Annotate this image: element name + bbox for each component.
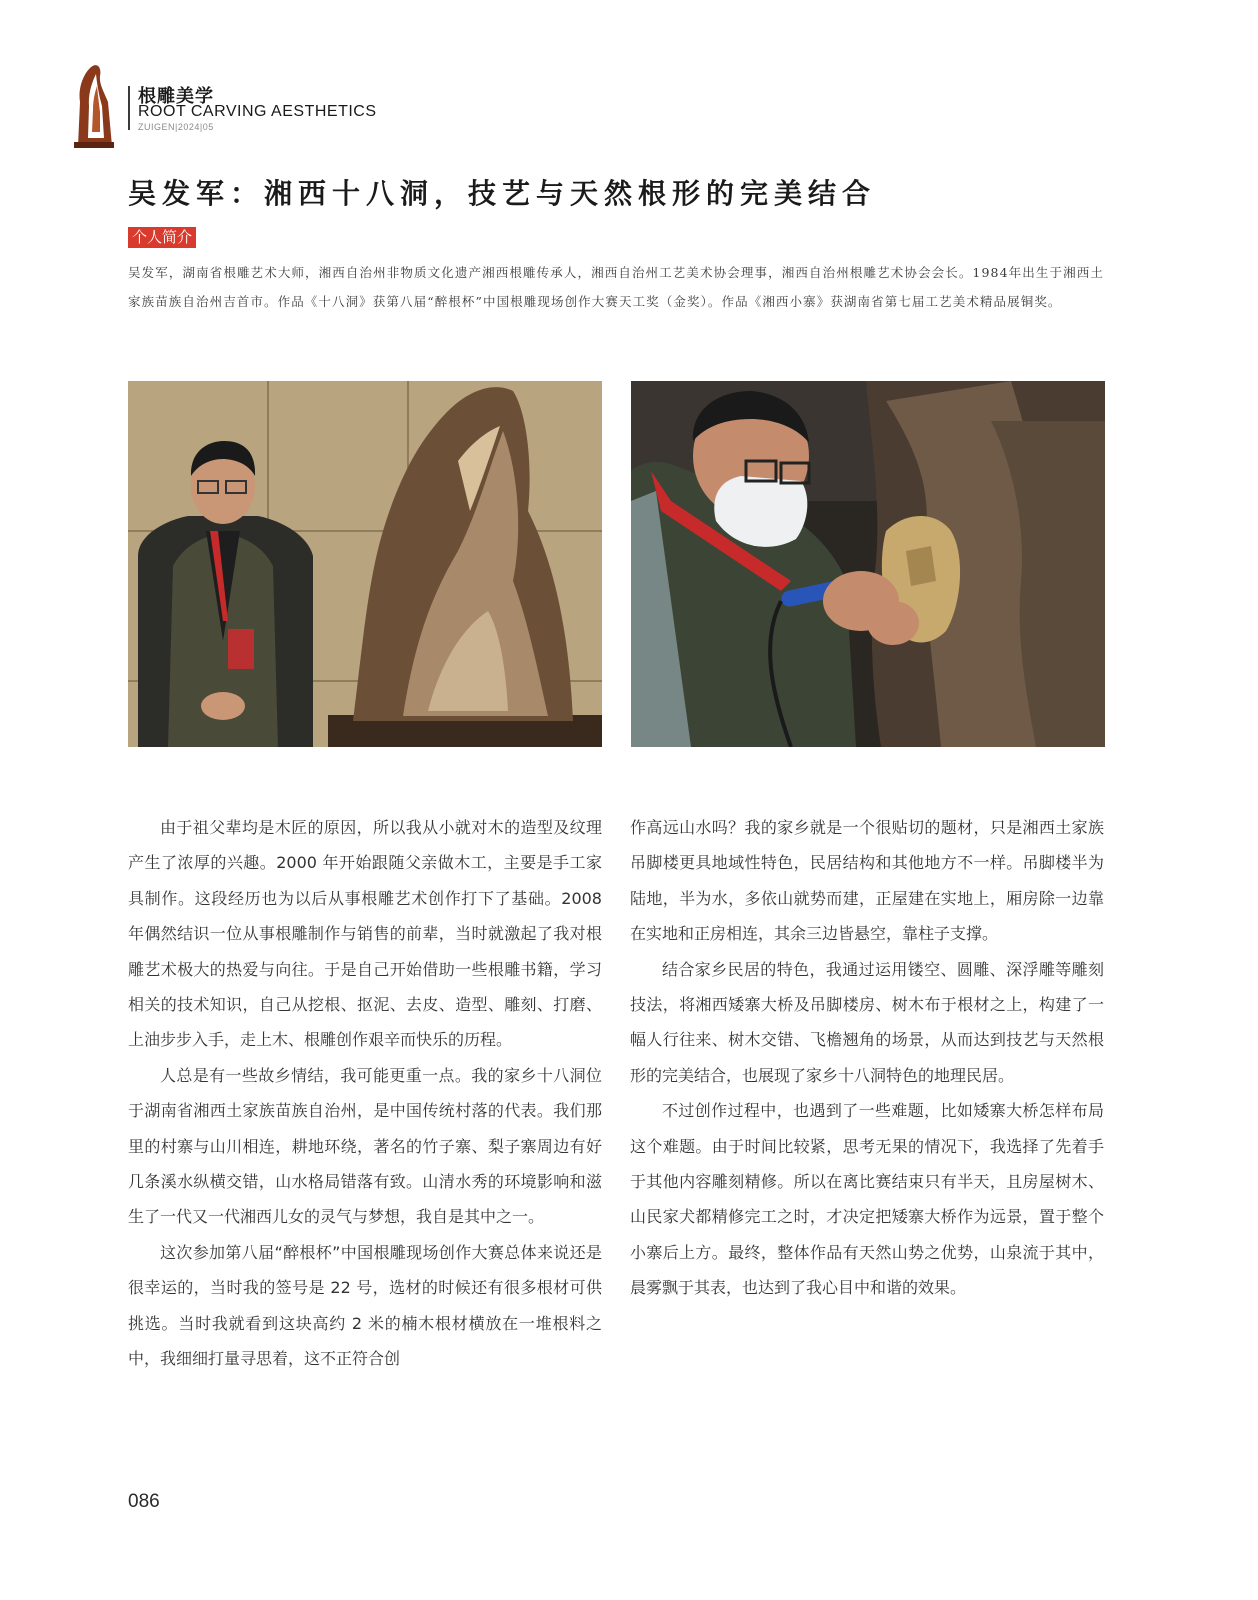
paragraph-2: 人总是有一些故乡情结，我可能更重一点。我的家乡十八洞位于湖南省湘西土家族苗族自治州，是中国传统村落的代表。我们那里的村寨与山川相连，耕地环绕，著名的竹子寨、梨子寨周边有好几条溪水纵横交错，山水格局错落有致。山清水秀的环境影响和滋生了一代又一代湘西儿女的灵气与梦想，我自是其中之一。: [128, 1065, 602, 1227]
bio-label-badge: 个人简介: [128, 227, 196, 248]
brand-name-cn: 根雕美学: [138, 86, 214, 107]
article-column-right: [630, 810, 1104, 1306]
brand-name-en: ROOT CARVING AESTHETICS: [138, 103, 377, 120]
paragraph-5: 不过创作过程中，也遇到了一些难题，比如矮寨大桥怎样布局这个难题。由于时间比较紧，思考无果的情况下，我选择了先着手于其他内容雕刻精修。所以在离比赛结束只有半天，且房屋树木、山民家犬都精修完工之时，才决定把矮寨大桥作为远景，置于整个小寨后上方。最终，整体作品有天然山势之优势，山泉流于其中，晨雾飘于其表，也达到了我心目中和谐的效果。: [630, 1101, 1104, 1298]
brand-divider: [128, 86, 130, 130]
paragraph-3-continued: 作高远山水吗？我的家乡就是一个很贴切的题材，只是湘西土家族吊脚楼更具地域性特色，民居结构和其他地方不一样。吊脚楼半为陆地，半为水，多依山就势而建，正屋建在实地上，厢房除一边靠在实地和正房相连，其余三边皆悬空，靠柱子支撑。: [630, 818, 1104, 944]
issue-code: ZUIGEN|2024|05: [138, 122, 214, 132]
paragraph-1: 由于祖父辈均是木匠的原因，所以我从小就对木的造型及纹理产生了浓厚的兴趣。2000 年开始跟随父亲做木工，主要是手工家具制作。这段经历也为以后从事根雕艺术创作打下了基础。2008 年偶然结识一位从事根雕制作与销售的前辈，当时就激起了我对根雕艺术极大的热爱与向往。于是自己开始借助一些根雕书籍，学习相关的技术知识，自己从挖根、抠泥、去皮、造型、雕刻、打磨、上油步步入手，走上木、根雕创作艰辛而快乐的历程。: [128, 818, 602, 1050]
root-carving-logo-icon: [70, 62, 118, 148]
bio-text: 吴发军，湖南省根雕艺术大师，湘西自治州非物质文化遗产湘西根雕传承人，湘西自治州工艺美术协会理事，湘西自治州根雕艺术协会会长。1984年出生于湘西土家族苗族自治州吉首市。作品《十八洞》获第八届“醉根杯”中国根雕现场创作大赛天工奖（金奖）。作品《湘西小寨》获湖南省第七届工艺美术精品展铜奖。: [128, 265, 1104, 309]
article-title: 吴发军：湘西十八洞，技艺与天然根形的完美结合: [128, 177, 877, 210]
paragraph-4: 结合家乡民居的特色，我通过运用镂空、圆雕、深浮雕等雕刻技法，将湘西矮寨大桥及吊脚楼房、树木布于根材之上，构建了一幅人行往来、树木交错、飞檐翘角的场景，从而达到技艺与天然根形的完美结合，也展现了家乡十八洞特色的地理民居。: [630, 959, 1104, 1085]
photo-artist-with-carving: [128, 381, 602, 747]
photo-artist-carving-closeup: [631, 381, 1105, 747]
paragraph-3: 这次参加第八届“醉根杯”中国根雕现场创作大赛总体来说还是很幸运的，当时我的签号是 22 号，选材的时候还有很多根材可供挑选。当时我就看到这块高约 2 米的楠木根材横放在一堆根料之中，我细细打量寻思着，这不正符合创: [128, 1242, 602, 1369]
article-column-left: [128, 810, 602, 1377]
page-number: 086: [128, 1491, 160, 1512]
